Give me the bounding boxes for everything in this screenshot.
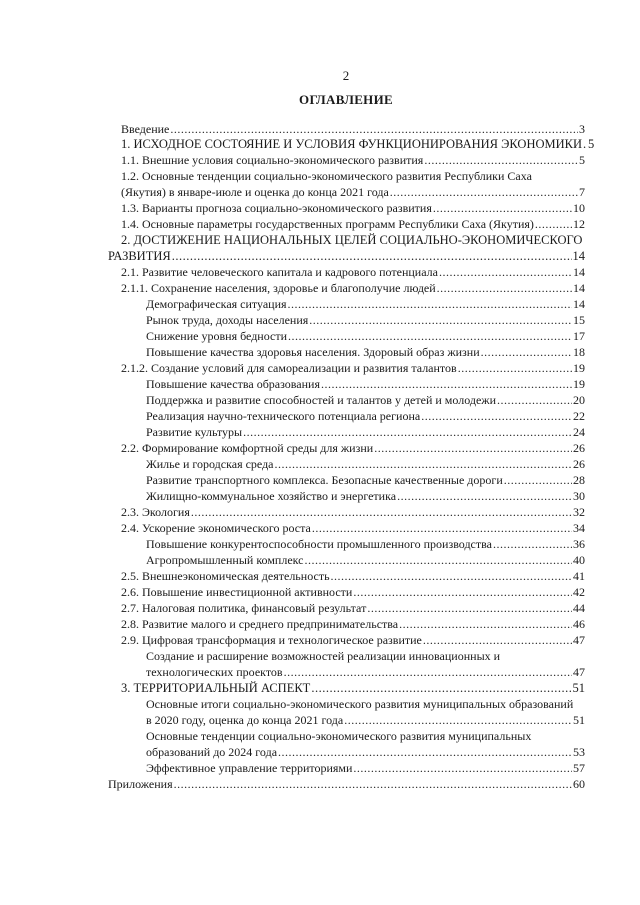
toc-entry-label: образований до 2024 года xyxy=(146,744,278,759)
toc-entry[interactable] xyxy=(121,521,585,537)
toc-page-number: 36 xyxy=(573,537,585,551)
toc-entry[interactable] xyxy=(146,537,585,553)
toc-page-number: 42 xyxy=(573,585,585,599)
toc-leader-dots xyxy=(344,713,572,728)
toc-entry[interactable] xyxy=(146,697,585,728)
toc-entry[interactable] xyxy=(146,553,585,569)
toc-page-number: 14 xyxy=(572,248,585,263)
toc-page-number: 17 xyxy=(573,329,585,343)
toc-entry-label: Поддержка и развитие способностей и талантов у детей и молодежи xyxy=(146,393,497,407)
toc-leader-dots xyxy=(278,745,572,760)
toc-page-number: 5 xyxy=(579,153,585,167)
toc-entry[interactable] xyxy=(121,441,585,457)
toc-leader-dots xyxy=(374,441,572,456)
toc-entry-label: Демографическая ситуация xyxy=(146,297,287,311)
toc-entry-label: 2.8. Развитие малого и среднего предпринимательства xyxy=(121,617,399,631)
toc-entry-label: Жилищно-коммунальное хозяйство и энергетика xyxy=(146,489,397,503)
toc-leader-dots xyxy=(423,633,572,648)
toc-page-number: 60 xyxy=(573,777,585,791)
toc-entry-label: 2.1.1. Сохранение населения, здоровье и благополучие людей xyxy=(121,281,436,295)
toc-entry-label: Агропромышленный комплекс xyxy=(146,553,304,567)
toc-entry[interactable] xyxy=(121,505,585,521)
toc-entry-label: (Якутия) в январе-июле и оценка до конца 2021 года xyxy=(121,184,389,199)
toc-page-number: 46 xyxy=(573,617,585,631)
toc-leader-dots xyxy=(437,281,572,296)
toc-entry[interactable] xyxy=(146,473,585,489)
toc-page-number: 30 xyxy=(573,489,585,503)
toc-page-number: 22 xyxy=(573,409,585,423)
page-title: ОГЛАВЛЕНИЕ xyxy=(299,92,393,107)
toc-entry[interactable] xyxy=(146,409,585,425)
toc-entry-label: Реализация научно-технического потенциала региона xyxy=(146,409,421,423)
toc-page-number: 20 xyxy=(573,393,585,407)
toc-leader-dots xyxy=(191,505,572,520)
toc-page-number: 40 xyxy=(573,553,585,567)
toc-entry[interactable] xyxy=(121,153,585,169)
toc-page-number: 32 xyxy=(573,505,585,519)
toc-entry-label: 2.3. Экология xyxy=(121,505,190,519)
toc-leader-dots xyxy=(275,457,572,472)
toc-entry[interactable] xyxy=(121,681,585,697)
toc-leader-dots xyxy=(331,569,572,584)
toc-leader-dots xyxy=(399,617,572,632)
toc-page-number: 41 xyxy=(573,569,585,583)
toc-leader-dots xyxy=(321,377,572,392)
toc-entry[interactable] xyxy=(121,169,585,200)
toc-entry-label: Создание и расширение возможностей реализации инновационных и xyxy=(146,649,501,663)
toc-page-number: 51 xyxy=(573,712,585,727)
toc-entry[interactable] xyxy=(121,585,585,601)
toc-entry[interactable] xyxy=(146,489,585,505)
toc-leader-dots xyxy=(421,409,572,424)
toc-entry-label: 2.5. Внешнеэкономическая деятельность xyxy=(121,569,330,583)
toc-leader-dots xyxy=(288,329,572,344)
toc-page-number: 5 xyxy=(588,137,595,151)
toc-page-number: 19 xyxy=(573,361,585,375)
toc-entry[interactable] xyxy=(146,377,585,393)
toc-entry-label: 2.7. Налоговая политика, финансовый результат xyxy=(121,601,367,615)
toc-page-number: 26 xyxy=(573,457,585,471)
toc-leader-dots xyxy=(583,137,587,152)
toc-page-number: 7 xyxy=(579,184,585,199)
toc-page-number: 14 xyxy=(573,297,585,311)
toc-leader-dots xyxy=(284,665,572,680)
toc-leader-dots xyxy=(493,537,572,552)
toc-leader-dots xyxy=(397,489,572,504)
toc-page-number: 12 xyxy=(573,217,585,231)
toc-entry[interactable] xyxy=(108,233,585,264)
toc-entry[interactable] xyxy=(146,393,585,409)
toc-leader-dots xyxy=(170,122,578,137)
toc-page-number: 15 xyxy=(573,313,585,327)
page-number: 2 xyxy=(342,68,350,83)
toc-page-number: 53 xyxy=(573,744,585,759)
toc-page-number: 47 xyxy=(573,664,585,679)
toc-entry[interactable] xyxy=(121,617,585,633)
toc-entry-label: Рынок труда, доходы населения xyxy=(146,313,309,327)
toc-entry-label: Снижение уровня бедности xyxy=(146,329,288,343)
toc-page-number: 10 xyxy=(573,201,585,215)
toc-entry-label: Развитие транспортного комплекса. Безопасные качественные дороги xyxy=(146,473,503,487)
toc-entry-label: Основные итоги социально-экономического развития муниципальных образований xyxy=(146,697,574,711)
toc-leader-dots xyxy=(312,521,572,536)
toc-leader-dots xyxy=(172,249,572,264)
toc-leader-dots xyxy=(309,313,572,328)
toc-page-number: 44 xyxy=(573,601,585,615)
toc-entry[interactable] xyxy=(121,137,595,153)
toc-leader-dots xyxy=(288,297,572,312)
toc-page-number: 57 xyxy=(573,761,585,775)
toc-entry[interactable] xyxy=(146,649,585,680)
toc-entry[interactable] xyxy=(146,729,585,760)
toc-entry-label: 1.2. Основные тенденции социально-экономического развития Республики Саха xyxy=(121,169,532,183)
toc-entry-label: 2.9. Цифровая трансформация и технологическое развитие xyxy=(121,633,422,647)
toc-leader-dots xyxy=(174,777,572,792)
toc-leader-dots xyxy=(439,265,572,280)
toc-entry[interactable] xyxy=(146,297,585,313)
toc-entry[interactable] xyxy=(121,601,585,617)
toc-entry-label: 1.3. Варианты прогноза социально-экономического развития xyxy=(121,201,432,215)
toc-leader-dots xyxy=(433,201,572,216)
toc-entry-label: Повышение конкурентоспособности промышленного производства xyxy=(146,537,492,551)
toc-page-number: 47 xyxy=(573,633,585,647)
toc-entry-label: 2.1. Развитие человеческого капитала и кадрового потенциала xyxy=(121,265,438,279)
toc-leader-dots xyxy=(497,393,572,408)
toc-entry-label: 1.4. Основные параметры государственных программ Республики Саха (Якутия) xyxy=(121,217,534,231)
toc-leader-dots xyxy=(353,585,572,600)
toc-leader-dots xyxy=(305,553,573,568)
toc-entry[interactable] xyxy=(146,313,585,329)
toc-leader-dots xyxy=(353,761,572,776)
toc-entry[interactable] xyxy=(146,457,585,473)
toc-entry-label: технологических проектов xyxy=(146,664,283,679)
toc-entry-label: 2.4. Ускорение экономического роста xyxy=(121,521,311,535)
toc-entry[interactable] xyxy=(121,281,585,297)
toc-entry-label: 2.6. Повышение инвестиционной активности xyxy=(121,585,353,599)
toc-leader-dots xyxy=(458,361,572,376)
toc-entry-label: Повышение качества здоровья населения. Здоровый образ жизни xyxy=(146,345,480,359)
toc-entry[interactable] xyxy=(146,345,585,361)
toc-entry[interactable] xyxy=(121,217,585,233)
toc-entry-label: Введение xyxy=(121,122,170,136)
toc-entry-label: Повышение качества образования xyxy=(146,377,320,391)
toc-entry-label: Развитие культуры xyxy=(146,425,243,439)
toc-entry-label: РАЗВИТИЯ xyxy=(108,248,171,263)
toc-leader-dots xyxy=(390,185,578,200)
toc-page-number: 14 xyxy=(573,265,585,279)
toc-entry[interactable] xyxy=(146,329,585,345)
toc-leader-dots xyxy=(535,217,572,232)
toc-entry[interactable] xyxy=(108,777,585,793)
toc-entry-label: Эффективное управление территориями xyxy=(146,761,353,775)
toc-leader-dots xyxy=(504,473,572,488)
toc-page-number: 3 xyxy=(579,122,585,136)
toc-page-number: 26 xyxy=(573,441,585,455)
toc-page-number: 24 xyxy=(573,425,585,439)
toc-entry[interactable] xyxy=(146,761,585,777)
toc-entry-label: в 2020 году, оценка до конца 2021 года xyxy=(146,712,344,727)
toc-leader-dots xyxy=(481,345,572,360)
toc-entry[interactable] xyxy=(121,122,585,138)
toc-page-number: 34 xyxy=(573,521,585,535)
toc-page-number: 14 xyxy=(573,281,585,295)
toc-entry[interactable] xyxy=(121,361,585,377)
toc-page-number: 28 xyxy=(573,473,585,487)
toc-entry[interactable] xyxy=(121,569,585,585)
toc-leader-dots xyxy=(424,153,578,168)
toc-leader-dots xyxy=(367,601,572,616)
toc-entry-label: Жилье и городская среда xyxy=(146,457,274,471)
toc-entry-label: 2.1.2. Создание условий для самореализации и развития талантов xyxy=(121,361,457,375)
toc-entry[interactable] xyxy=(146,425,585,441)
toc-entry[interactable] xyxy=(121,633,585,649)
toc-entry-label: 1. ИСХОДНОЕ СОСТОЯНИЕ И УСЛОВИЯ ФУНКЦИОНИРОВАНИЯ ЭКОНОМИКИ xyxy=(121,137,583,151)
toc-entry[interactable] xyxy=(121,265,585,281)
toc-entry-label: Основные тенденции социально-экономического развития муниципальных xyxy=(146,729,532,743)
toc-page-number: 18 xyxy=(573,345,585,359)
toc-leader-dots xyxy=(311,681,571,696)
toc-entry-label: 3. ТЕРРИТОРИАЛЬНЫЙ АСПЕКТ xyxy=(121,681,311,695)
toc-entry-label: 2. ДОСТИЖЕНИЕ НАЦИОНАЛЬНЫХ ЦЕЛЕЙ СОЦИАЛЬНО-ЭКОНОМИЧЕСКОГО xyxy=(121,233,583,247)
toc-page-number: 51 xyxy=(572,681,585,695)
toc-entry-label: 1.1. Внешние условия социально-экономического развития xyxy=(121,153,424,167)
toc-leader-dots xyxy=(243,425,572,440)
toc-entry-label: Приложения xyxy=(108,777,173,791)
toc-page-number: 19 xyxy=(573,377,585,391)
toc-entry-label: 2.2. Формирование комфортной среды для жизни xyxy=(121,441,374,455)
toc-entry[interactable] xyxy=(121,201,585,217)
